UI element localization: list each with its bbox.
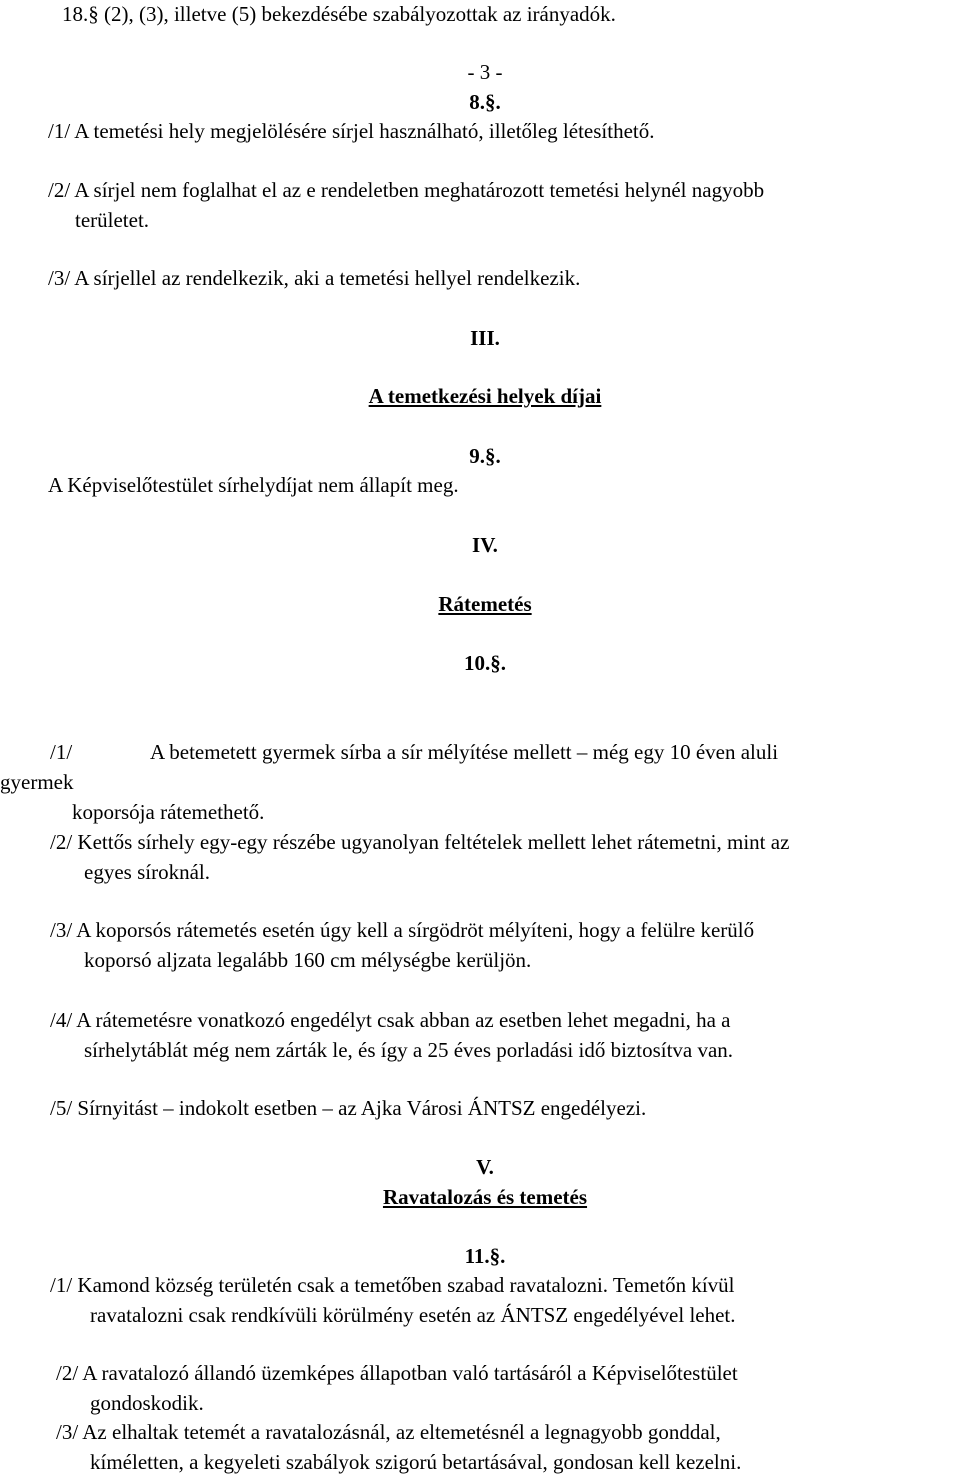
chapter-3-title: A temetkezési helyek díjai (368, 384, 602, 408)
section-10-paragraph-1-line-3: koporsója rátemethető. (72, 800, 265, 824)
section-8-paragraph-2-line-2: területet. (75, 208, 150, 232)
section-10-paragraph-1-line-1: A betemetett gyermek sírba a sír mélyítése mellett – még egy 10 éven aluli (150, 740, 779, 764)
section-10-paragraph-2-line-2: egyes síroknál. (84, 860, 210, 884)
chapter-4-title: Rátemetés (438, 592, 532, 616)
section-8-paragraph-1: /1/ A temetési hely megjelölésére sírjel használható, illetőleg létesíthető. (48, 119, 655, 143)
section-10-paragraph-3-line-2: koporsó aljzata legalább 160 cm mélységbe kerüljön. (84, 948, 532, 972)
section-10-paragraph-2-line-1: /2/ Kettős sírhely egy-egy részébe ugyanolyan feltételek mellett lehet rátemetni, mint az (50, 830, 790, 854)
section-10-paragraph-3-line-1: /3/ A koporsós rátemetés esetén úgy kell a sírgödröt mélyíteni, hogy a felülre kerülő (50, 918, 755, 942)
section-10-paragraph-1-number: /1/ (50, 740, 73, 764)
section-8-heading: 8.§. (469, 90, 501, 114)
chapter-4-numeral: IV. (472, 533, 498, 557)
section-11-paragraph-2-line-2: gondoskodik. (90, 1391, 204, 1415)
section-11-heading: 11.§. (464, 1244, 506, 1268)
section-10-paragraph-1-line-2: gyermek (0, 770, 74, 794)
section-8-paragraph-3: /3/ A sírjellel az rendelkezik, aki a temetési hellyel rendelkezik. (48, 266, 581, 290)
section-10-paragraph-4-line-2: sírhelytáblát még nem zárták le, és így a 25 éves porladási idő biztosítva van. (84, 1038, 734, 1062)
section-11-paragraph-3-line-1: /3/ Az elhaltak tetemét a ravatalozásnál, az eltemetésnél a legnagyobb gonddal, (56, 1420, 721, 1444)
section-11-paragraph-1-line-1: /1/ Kamond község területén csak a temetőben szabad ravatalozni. Temetőn kívül (50, 1273, 735, 1297)
section-9-heading: 9.§. (469, 444, 501, 468)
chapter-3-numeral: III. (470, 326, 500, 350)
section-11-paragraph-1-line-2: ravatalozni csak rendkívüli körülmény esetén az ÁNTSZ engedélyével lehet. (90, 1303, 736, 1327)
page-number: - 3 - (467, 60, 503, 84)
top-line: 18.§ (2), (3), illetve (5) bekezdésébe szabályozottak az irányadók. (62, 2, 616, 26)
section-9-paragraph-1: A Képviselőtestület sírhelydíjat nem állapít meg. (48, 473, 459, 497)
chapter-5-title: Ravatalozás és temetés (382, 1185, 588, 1209)
section-10-heading: 10.§. (464, 651, 506, 675)
section-10-paragraph-5: /5/ Sírnyitást – indokolt esetben – az Ajka Városi ÁNTSZ engedélyezi. (50, 1096, 647, 1120)
section-8-paragraph-2-line-1: /2/ A sírjel nem foglalhat el az e rendeletben meghatározott temetési helynél nagyobb (48, 178, 765, 202)
chapter-5-numeral: V. (476, 1155, 494, 1179)
section-10-paragraph-4-line-1: /4/ A rátemetésre vonatkozó engedélyt csak abban az esetben lehet megadni, ha a (50, 1008, 731, 1032)
section-11-paragraph-3-line-2: kíméletten, a kegyeleti szabályok szigorú betartásával, gondosan kell kezelni. (90, 1450, 742, 1474)
section-11-paragraph-2-line-1: /2/ A ravatalozó állandó üzemképes állapotban való tartásáról a Képviselőtestület (56, 1361, 738, 1385)
